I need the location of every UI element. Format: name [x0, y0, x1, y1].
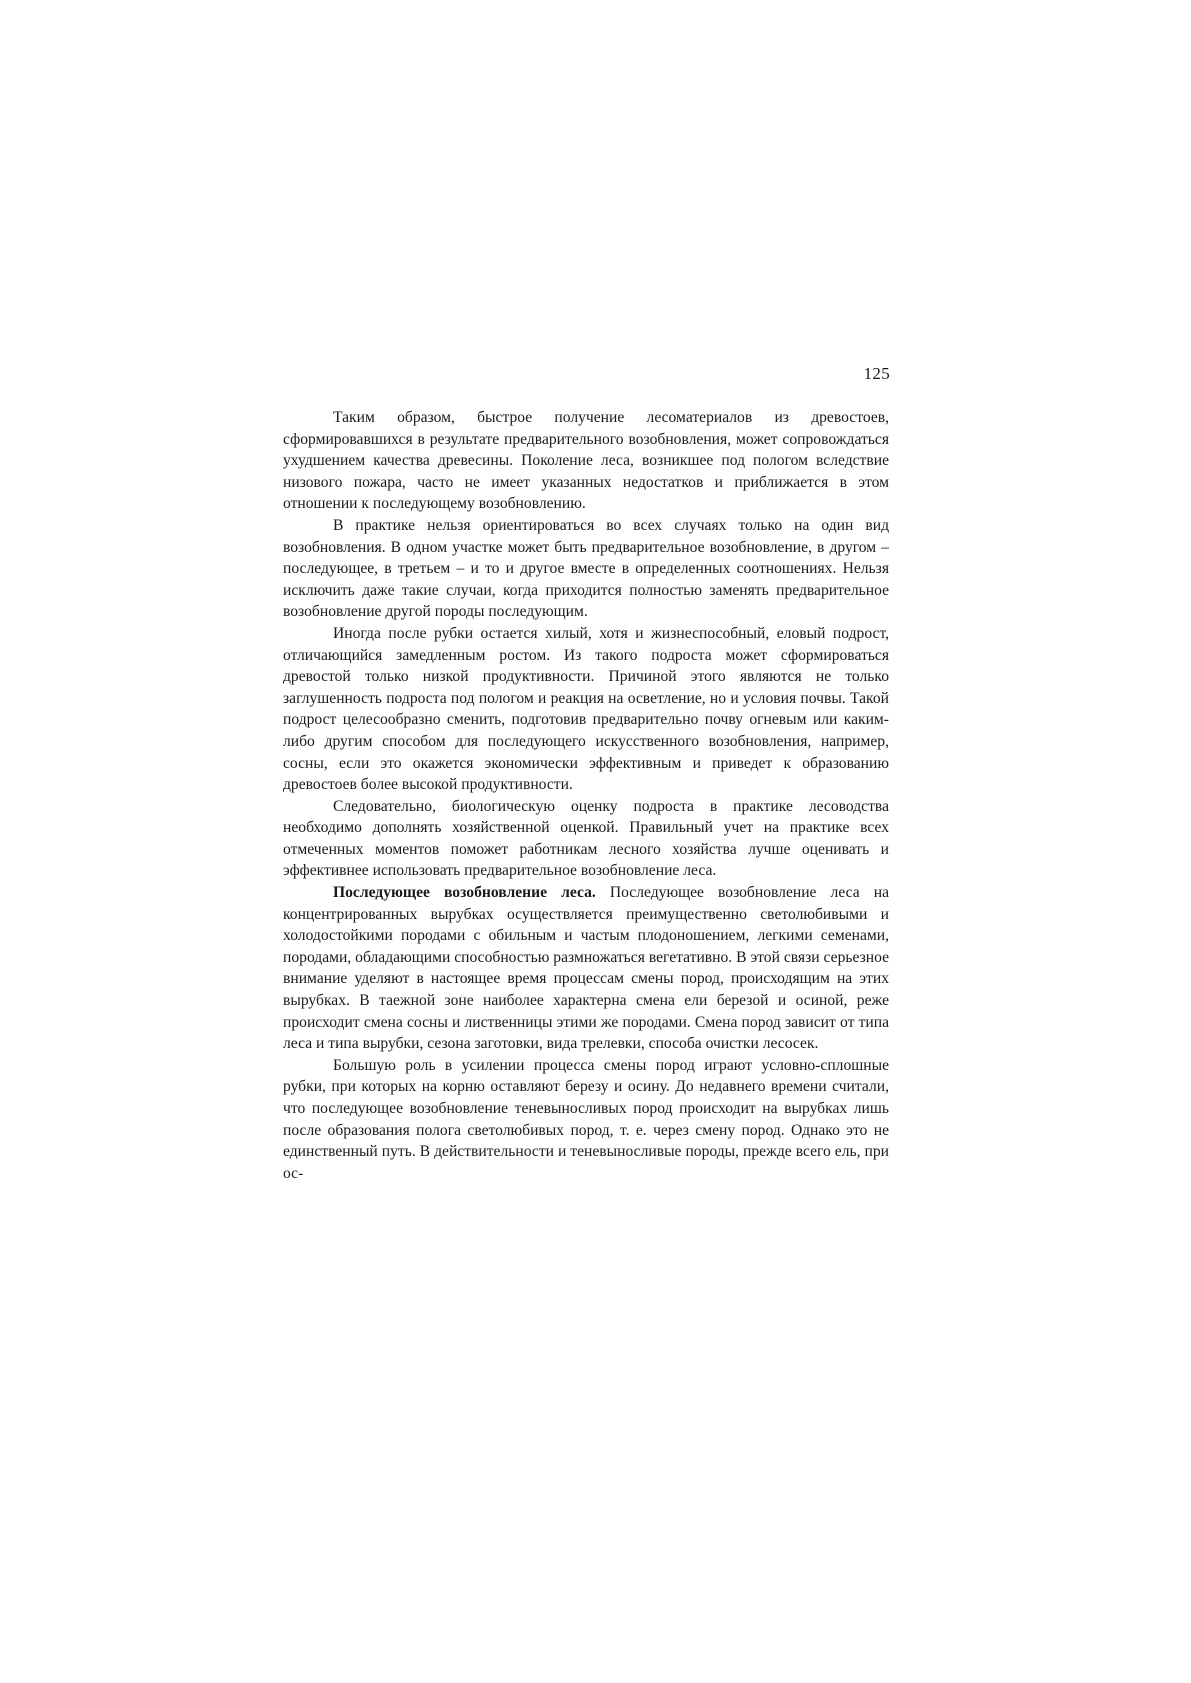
paragraph-text: Последующее возобновление леса на концентрированных вырубках осуществляется преимущественно светолюбивыми и холодостойкими породами с обильным и частым плодоношением, легкими семенами, породами, обладающими способностью размножаться вегетативно. В этой связи серьезное внимание уделяют в настоящее время процессам смены пород, происходящим на этих вырубках. В таежной зоне наиболее характерна смена ели березой и осиной, реже происходит смена сосны и лиственницы этими же породами. Смена пород зависит от типа леса и типа вырубки, сезона заготовки, вида трелевки, способа очистки лесосек. [283, 884, 890, 1053]
paragraph [283, 882, 889, 1055]
section-heading: Последующее возобновление леса. [333, 884, 596, 902]
paragraph-text: В практике нельзя ориентироваться во всех случаях только на один вид возобновления. В одном участке может быть предварительное возобновление, в другом – последующее, в третьем – и то и другое вместе в определенных соотношениях. Нельзя исключить даже такие случаи, когда приходится полностью заменять предварительное возобновление другой породы последующим. [283, 516, 889, 621]
paragraph [283, 623, 889, 796]
paragraph-text: Иногда после рубки остается хилый, хотя и жизнеспособный, еловый подрост, отличающийся замедленным ростом. Из такого подроста может сформироваться древостой только низкой продуктивности. Причиной этого являются не только заглушенность подроста под пологом и реакция на осветление, но и условия почвы. Такой подрост целесообразно сменить, подготовив предварительно почву огневым или каким-либо другим способом для последующего искусственного возобновления, например, сосны, если это окажется экономически эффективным и приведет к образованию древостоев более высокой продуктивности. [283, 624, 889, 794]
paragraph [283, 407, 889, 515]
paragraph-text: Большую роль в усилении процесса смены пород играют условно-сплошные рубки, при которых на корню оставляют березу и осину. До недавнего времени считали, что последующее возобновление теневыносливых пород происходит на вырубках лишь после образования полога светолюбивых пород, т. е. через смену пород. Однако это не единственный путь. В действительности и теневыносливые породы, прежде всего ель, при ос- [283, 1056, 889, 1182]
paragraph-text: Следовательно, биологическую оценку подроста в практике лесоводства необходимо дополнять хозяйственной оценкой. Правильный учет на практике всех отмеченных моментов поможет работникам лесного хозяйства лучше оценивать и эффективнее использовать предварительное возобновление леса. [283, 797, 889, 880]
page-number: 125 [863, 364, 890, 383]
body-text [283, 407, 889, 1184]
paragraph [283, 515, 889, 623]
paragraph-text: Таким образом, быстрое получение лесоматериалов из древостоев, сформировавшихся в результате предварительного возобновления, может сопровождаться ухудшением качества древесины. Поколение леса, возникшее под пологом вследствие низового пожара, часто не имеет указанных недостатков и приближается в этом отношении к последующему возобновлению. [283, 409, 889, 513]
paragraph [283, 796, 889, 882]
paragraph [283, 1055, 889, 1185]
